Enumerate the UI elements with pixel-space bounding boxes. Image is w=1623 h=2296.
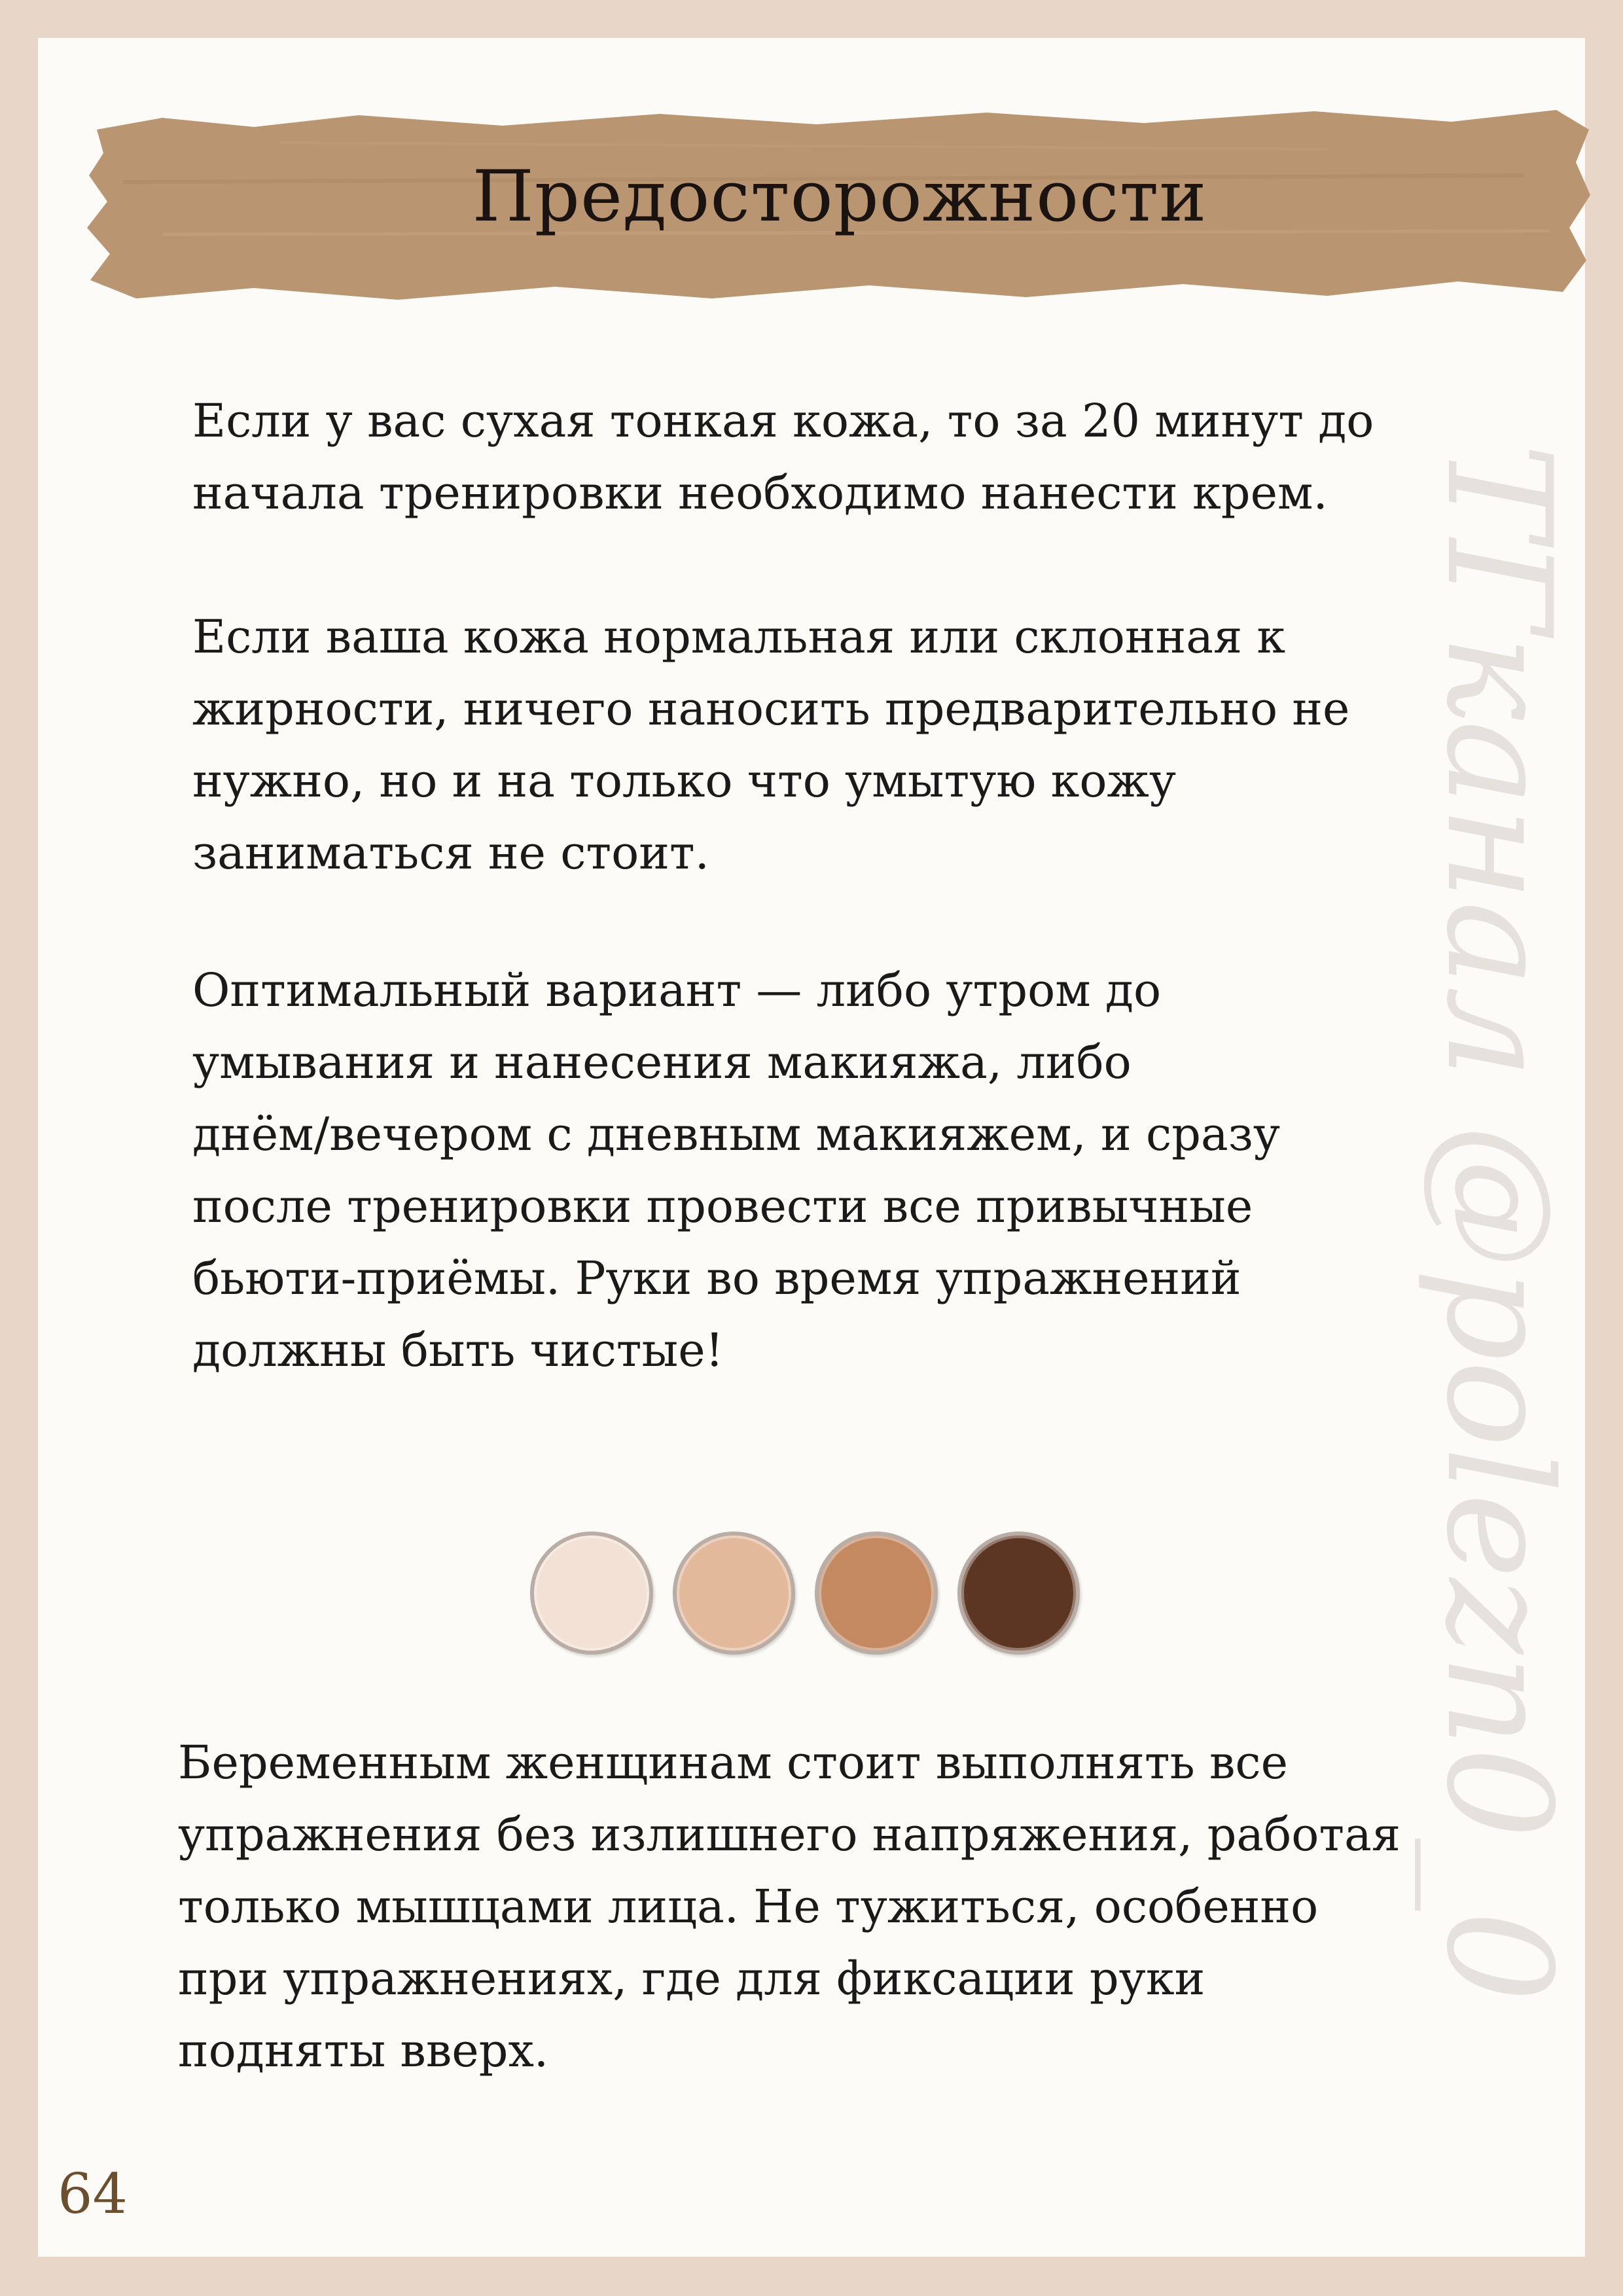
swatch-dark	[957, 1532, 1080, 1655]
page	[38, 38, 1585, 2257]
title-banner	[84, 103, 1596, 303]
swatch-light	[530, 1532, 653, 1655]
swatch-beige	[673, 1532, 796, 1655]
page-number: 64	[58, 2162, 128, 2226]
paragraph-optimal-option: Оптимальный вариант — либо утром до умывания и нанесения макияжа, либо днём/вечером с дневным макияжем, и сразу после тренировки провести все привычные бьюти-приёмы. Руки во время упражнений должны быть чистые!	[192, 963, 1281, 1377]
paragraph-normal-skin: Если ваша кожа нормальная или склонная к жирности, ничего наносить предварительно не нужно, но и на только что умытую кожу заниматься не стоит.	[192, 610, 1350, 880]
skin-tone-swatches	[530, 1532, 1080, 1662]
page-title: Предосторожности	[472, 156, 1207, 238]
paragraph-pregnancy: Беременным женщинам стоит выполнять все упражнения без излишнего напряжения, работая только мышцами лица. Не тужиться, особенно при упражнениях, где для фиксации руки подняты вверх.	[178, 1736, 1401, 2077]
watermark: ТГканал @polezn0_0	[1415, 442, 1582, 2003]
swatch-tan	[815, 1532, 938, 1655]
paragraph-dry-skin: Если у вас сухая тонкая кожа, то за 20 минут до начала тренировки необходимо нанести крем.	[192, 394, 1374, 520]
